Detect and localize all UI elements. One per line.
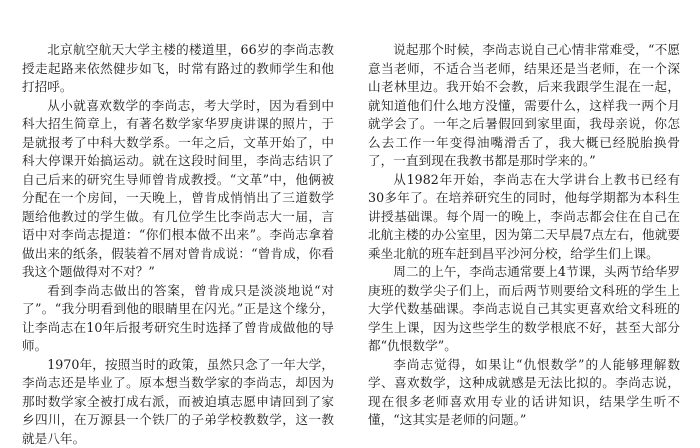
right-column — [368, 41, 680, 441]
paragraph: 从小就喜欢数学的李尚志，考大学时，因为看到中科大招生简章上，有著名数学家华罗庚讲课的照片，于是就报考了中科大数学系。一年之后，文革开始了，中科大停课开始搞运动。就在这段时间里，李尚志结识了自己后来的研究生导师曾肯成教授。“文革”中，他俩被分配在一个房间，一天晚上，曾肯成悄悄出了三道数学题给他教过的学生做。有几位学生比李尚志大一届，言语中对李尚志提道：“你们根本做不出来”。李尚志拿着做出来的纸条，假装着不屑对曾肯成说：“曾肯成，你看我这个题做得对不对？” — [22, 97, 334, 282]
paragraph: 李尚志觉得，如果让“仇恨数学”的人能够理解数学、喜欢数学，这种成就感是无法比拟的。李尚志说，现在很多老师喜欢用专业的话讲知识，结果学生听不懂，“这其实是老师的问题。” — [368, 356, 680, 430]
paragraph: 看到李尚志做出的答案，曾肯成只是淡淡地说“对了”。“我分明看到他的眼睛里在闪光。”正是这个缘分，让李尚志在10年后报考研究生时选择了曾肯成做他的导师。 — [22, 282, 334, 356]
paragraph: 说起那个时候，李尚志说自己心情非常难受，“不愿意当老师，不适合当老师，结果还是当老师，在一个深山老林里边。我开始不会教，后来我跟学生混在一起，就知道他们什么地方没懂，需要什么，这样我一两个月就学会了。一年之后暑假回到家里面，我母亲说，你怎么去工作一年变得油嘴滑舌了，我大概已经脱胎换骨了，一直到现在我教书都是那时学来的。” — [368, 41, 680, 171]
paragraph: 北京航空航天大学主楼的楼道里，66岁的李尚志教授走起路来依然健步如飞，时常有路过的教师学生和他打招呼。 — [22, 41, 334, 97]
left-column — [22, 41, 334, 441]
paragraph: 周二的上午，李尚志通常要上4节课，头两节给华罗庚班的数学尖子们上，而后两节则要给文科班的学生上大学代数基础课。李尚志说自己其实更喜欢给文科班的学生上课，因为这些学生的数学根底不好，甚至大部分都“仇恨数学”。 — [368, 263, 680, 356]
paragraph: 1970年，按照当时的政策，虽然只念了一年大学，李尚志还是毕业了。原本想当数学家的李尚志，却因为那时数学家全被打成右派，而被迫填志愿申请回到了家乡四川，在万源县一个铁厂的子弟学校教数学，这一教就是八年。 — [22, 356, 334, 448]
paragraph: 从1982年开始，李尚志在大学讲台上教书已经有30多年了。在培养研究生的同时，他每学期都为本科生讲授基础课。每个周一的晚上，李尚志都会住在自己在北航主楼的办公室里，因为第二天早晨7点左右，他就要乘坐北航的班车赶到昌平沙河分校，给学生们上课。 — [368, 171, 680, 264]
